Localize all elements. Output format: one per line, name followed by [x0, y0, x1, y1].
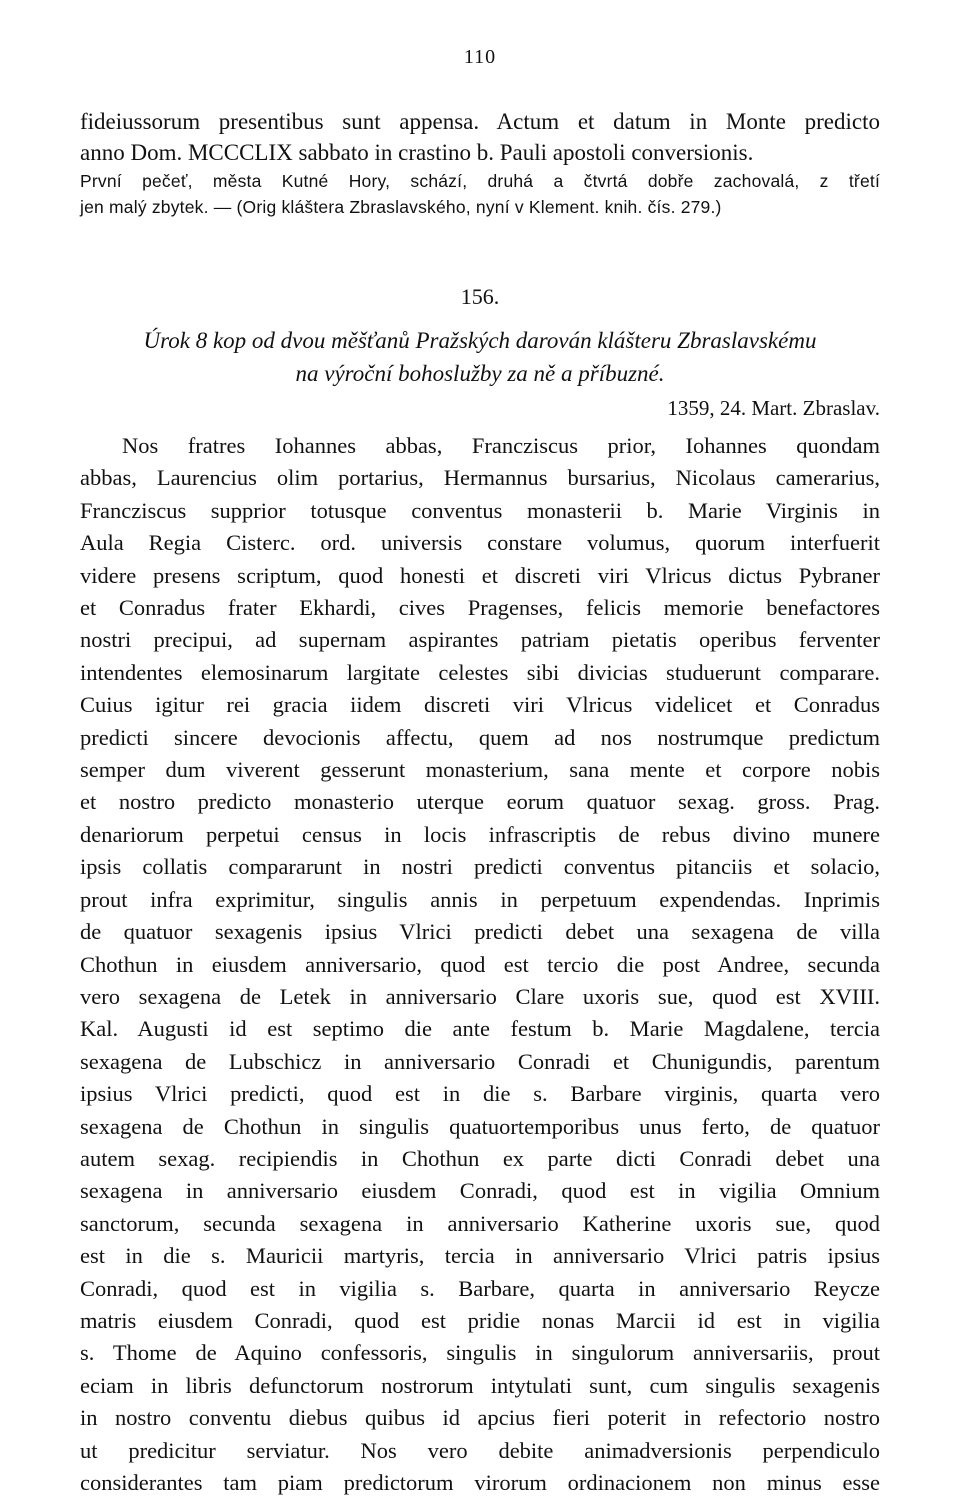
body-line: de quatuor sexagenis ipsius Vlrici predicti debet una sexagena de villa — [80, 919, 880, 945]
document-date: 1359, 24. Mart. Zbraslav. — [667, 396, 880, 420]
document-heading — [80, 324, 880, 390]
body-line: ut predicitur serviatur. Nos vero debite animadversionis perpendiculo — [80, 1437, 880, 1463]
body-paragraph — [80, 430, 880, 1499]
body-line: Francziscus supprior totusque conventus monasterii b. Marie Virginis in — [80, 497, 880, 523]
body-line: est in die s. Mauricii martyris, tercia in anniversario Vlrici patris ipsius — [80, 1243, 880, 1269]
body-line: intendentes elemosinarum largitate celestes sibi divicias studuerunt comparare. — [80, 659, 880, 685]
body-line: ipsis collatis compararunt in nostri predicti conventus pitanciis et solacio, — [80, 854, 880, 880]
heading-line: Úrok 8 kop od dvou měšťanů Pražských darován klášteru Zbraslavskému — [143, 328, 817, 353]
intro-line: anno Dom. MCCCLIX sabbato in crastino b. Pauli apostoli conversionis. — [80, 140, 754, 165]
note-line: První pečeť, města Kutné Hory, schází, druhá a čtvrtá dobře zachovalá, z třetí — [80, 171, 880, 191]
heading-line: na výroční bohoslužby za ně a příbuzné. — [295, 361, 665, 386]
body-line: in nostro conventu diebus quibus id apcius fieri poterit in refectorio nostro — [80, 1405, 880, 1431]
body-line: vero sexagena de Letek in anniversario Clare uxoris sue, quod est XVIII. — [80, 983, 880, 1009]
body-line: matris eiusdem Conradi, quod est pridie nonas Marcii id est in vigilia — [80, 1307, 880, 1333]
seal-note — [80, 168, 880, 220]
body-line: Nos fratres Iohannes abbas, Francziscus prior, Iohannes quondam — [122, 433, 880, 458]
intro-line: fideiussorum presentibus sunt appensa. Actum et datum in Monte predicto — [80, 109, 880, 134]
body-line: Chothun in eiusdem anniversario, quod est tercio die post Andree, secunda — [80, 951, 880, 977]
page-number: 110 — [463, 46, 497, 68]
body-line: predicti sincere devocionis affectu, quem ad nos nostrumque predictum — [80, 724, 880, 750]
body-line: autem sexag. recipiendis in Chothun ex parte dicti Conradi debet una — [80, 1145, 880, 1171]
body-line: abbas, Laurencius olim portarius, Hermannus bursarius, Nicolaus camerarius, — [80, 465, 880, 491]
body-line: sexagena de Lubschicz in anniversario Conradi et Chunigundis, parentum — [80, 1048, 880, 1074]
body-line: eciam in libris defunctorum nostrorum intytulati sunt, cum singulis sexagenis — [80, 1372, 880, 1398]
body-line: ipsius Vlrici predicti, quod est in die s. Barbare virginis, quarta vero — [80, 1081, 880, 1107]
body-line: Conradi, quod est in vigilia s. Barbare, quarta in anniversario Reycze — [80, 1275, 880, 1301]
body-line: semper dum viverent gesserunt monasterium, sana mente et corpore nobis — [80, 757, 880, 783]
body-line: sexagena de Chothun in singulis quatuortemporibus unus ferto, de quatuor — [80, 1113, 880, 1139]
body-line: et Conradus frater Ekhardi, cives Pragenses, felicis memorie benefactores — [80, 595, 880, 621]
body-line: nostri precipui, ad supernam aspirantes patriam pietatis operibus ferventer — [80, 627, 880, 653]
body-line: sexagena in anniversario eiusdem Conradi, quod est in vigilia Omnium — [80, 1178, 880, 1204]
body-line: sanctorum, secunda sexagena in anniversario Katherine uxoris sue, quod — [80, 1210, 880, 1236]
body-line: videre presens scriptum, quod honesti et discreti viri Vlricus dictus Pybraner — [80, 562, 880, 588]
note-line: jen malý zbytek. — (Orig kláštera Zbraslavského, nyní v Klement. knih. čís. 279.) — [80, 197, 722, 217]
body-line: denariorum perpetui census in locis infrascriptis de rebus divino munere — [80, 821, 880, 847]
body-line: Cuius igitur rei gracia iidem discreti viri Vlricus videlicet et Conradus — [80, 692, 880, 718]
body-line: Aula Regia Cisterc. ord. universis constare volumus, quorum interfuerit — [80, 530, 880, 556]
body-line: s. Thome de Aquino confessoris, singulis in singulorum anniversariis, prout — [80, 1340, 880, 1366]
body-line: et nostro predicto monasterio uterque eorum quatuor sexag. gross. Prag. — [80, 789, 880, 815]
body-line: prout infra exprimitur, singulis annis in perpetuum expendendas. Inprimis — [80, 886, 880, 912]
body-line: Kal. Augusti id est septimo die ante festum b. Marie Magdalene, tercia — [80, 1016, 880, 1042]
body-line: considerantes tam piam predictorum virorum ordinacionem non minus esse — [80, 1470, 880, 1495]
intro-paragraph — [80, 106, 880, 168]
document-number: 156. — [460, 284, 500, 309]
